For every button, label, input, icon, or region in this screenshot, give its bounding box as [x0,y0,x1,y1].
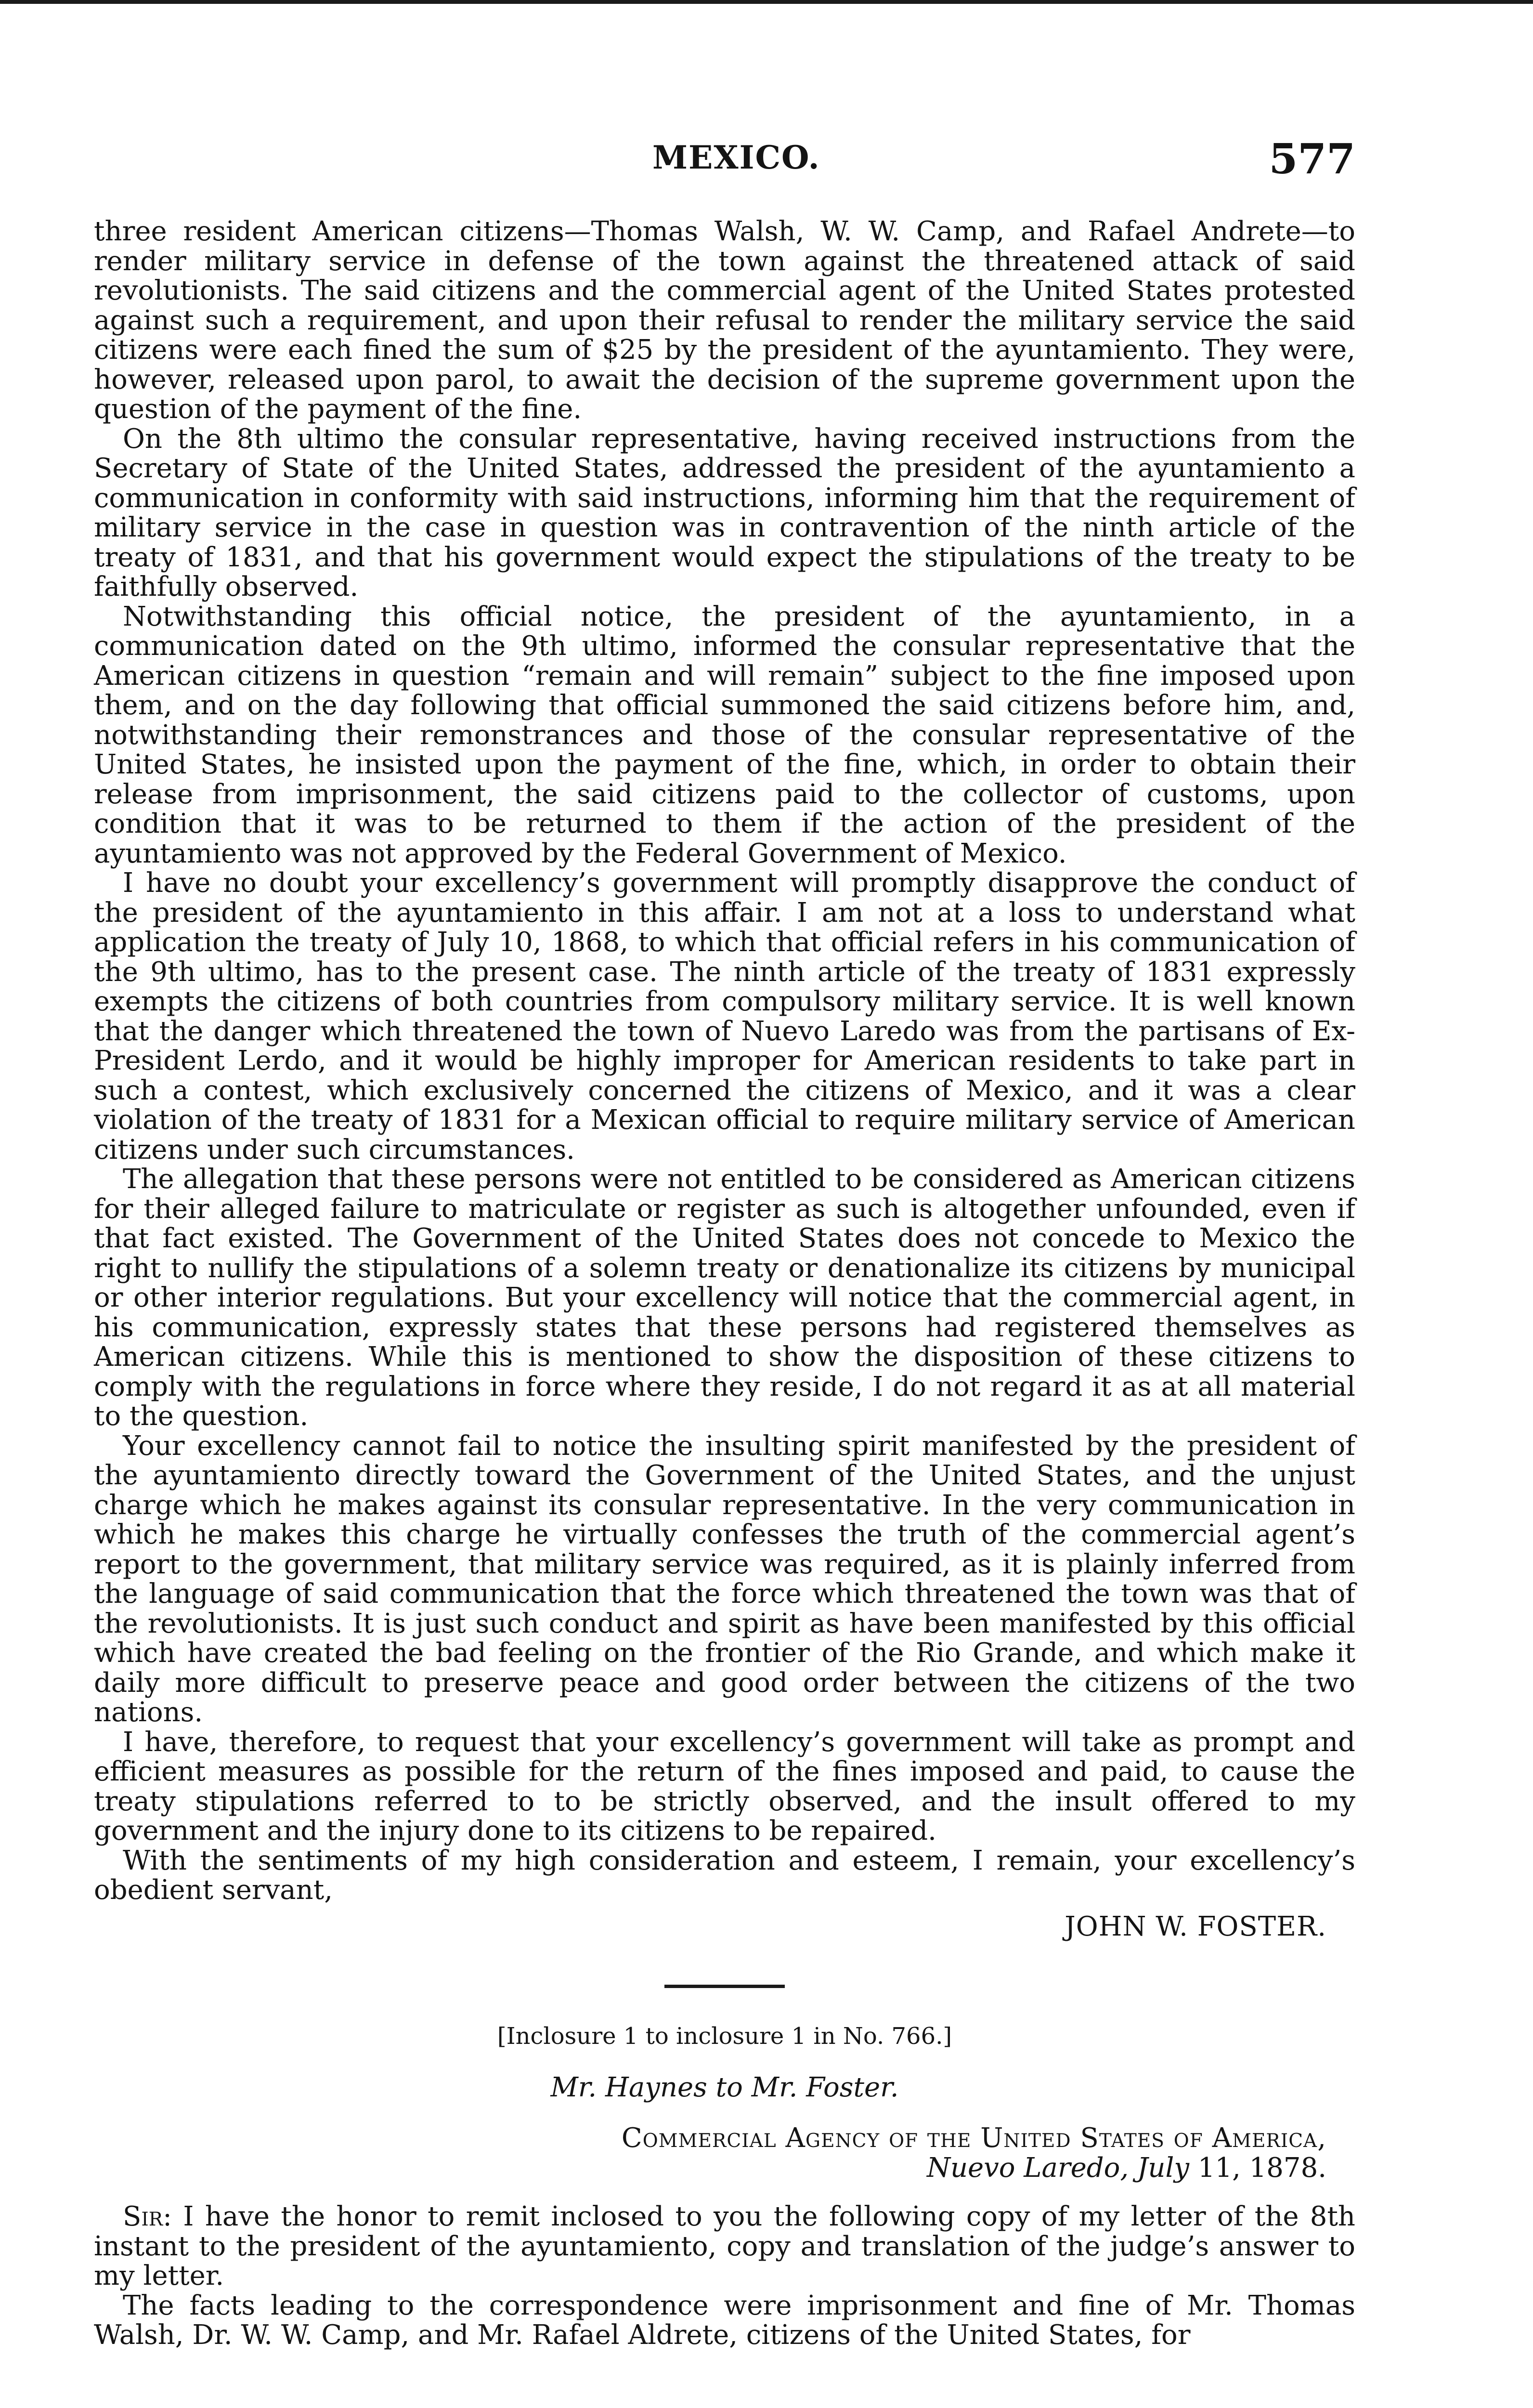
paragraph-notwithstanding: Notwithstanding this official notice, the president of the ayuntamiento, in a communication dated on the 9th ultimo, informed the consular representative that the American citizens in question “remain and will remain” subject to the fine imposed upon them, and on the day following that official summoned the said citizens before him, and, notwithstanding their remonstrances and those of the consular representative of the United States, he insisted upon the payment of the fine, which, in order to obtain their release from imprisonment, the said citizens paid to the collector of customs, upon condition that it was to be returned to them if the action of the president of the ayuntamiento was not approved by the Federal Government of Mexico. [94,601,1355,869]
sender-agency: Commercial Agency of the United States of America, [621,2122,1326,2154]
page-number: 577 [1269,135,1355,183]
paragraph-allegation: The allegation that these persons were not entitled to be considered as American citizens for their alleged failure to matriculate or register as such is altogether unfounded, even if that fact existed. The Government of the United States does not concede to Mexico the right to nullify the stipulations of a solemn treaty or denationalize its citizens by municipal or other interior regulations. But your excellency will notice that the commercial agent, in his communication, expressly states that these persons had registered themselves as American citizens. While this is mentioned to show the disposition of these citizens to comply with the regulations in force where they reside, I do not regard it as at all material to the question. [94,1164,1355,1432]
paragraph-insulting-spirit: Your excellency cannot fail to notice the insulting spirit manifested by the president of the ayuntamiento directly toward the Government of the United States, and the unjust charge which he makes against its consular representative. In the very communication in which he makes this charge he virtually confesses the truth of the commercial agent’s report to the government, that military service was required, as it is plainly inferred from the language of said communication that the force which threatened the town was that of the revolutionists. It is just such conduct and spirit as have been manifested by this official which have created the bad feeling on the frontier of the Rio Grande, and which make it daily more difficult to preserve peace and good order between the citizens of the two nations. [94,1430,1355,1728]
signature-foster: JOHN W. FOSTER. [1065,1911,1326,1942]
enclosure-note: [Inclosure 1 to inclosure 1 in No. 766.] [497,2023,952,2050]
paragraph-no-doubt: I have no doubt your excellency’s government will promptly disapprove the conduct of the president of the ayuntamiento in this affair. I am not at a loss to understand what application the treaty of July 10, 1868, to which that official refers in his communication of the 9th ultimo, has to the present case. The ninth article of the treaty of 1831 expressly exempts the citizens of both countries from compulsory military service. It is well known that the danger which threatened the town of Nuevo Laredo was from the partisans of Ex-President Lerdo, and it would be highly improper for American residents to take part in such a contest, which exclusively concerned the citizens of Mexico, and it was a clear violation of the treaty of 1831 for a Mexican official to require military service of American citizens under such circumstances. [94,867,1355,1165]
paragraph-facts: The facts leading to the correspondence were imprisonment and fine of Mr. Thomas Walsh, Dr. W. W. Camp, and Mr. Rafael Aldrete, citizens of the United States, for [94,2290,1355,2351]
sender-place-date [94,2153,1355,2183]
letter-title: Mr. Haynes to Mr. Foster. [550,2071,899,2103]
section-divider [664,1985,785,1988]
closing-line: With the sentiments of my high consideration and esteem, I remain, your excellency’s obedient servant, [94,1845,1355,1906]
top-border-rule [0,0,1533,4]
sender-date: 11, 1878. [1189,2152,1326,2184]
sender-place: Nuevo Laredo, July [926,2152,1190,2184]
document-body [94,217,1355,2350]
salutation: Sir: [123,2201,172,2232]
paragraph-continued: three resident American citizens—Thomas Walsh, W. W. Camp, and Rafael Andrete—to render military service in defense of the town against the threatened attack of said revolutionists. The said citizens and the commercial agent of the United States protested against such a requirement, and upon their refusal to render the military service the said citizens were each fined the sum of $25 by the president of the ayuntamiento. They were, however, released upon parol, to await the decision of the supreme government upon the question of the payment of the fine. [94,216,1355,425]
paragraph-sir [94,2202,1355,2291]
page-header [94,135,1355,183]
paragraph-request: I have, therefore, to request that your excellency’s government will take as prompt and efficient measures as possible for the return of the fines imposed and paid, to cause the treaty stipulations referred to to be strictly observed, and the insult offered to my government and the injury done to its citizens to be repaired. [94,1726,1355,1846]
paragraph-sir-text: I have the honor to remit inclosed to you the following copy of my letter of the 8th instant to the president of the ayuntamiento, copy and translation of the judge’s answer to my letter. [94,2201,1355,2291]
paragraph-consular-instructions: On the 8th ultimo the consular representative, having received instructions from the Secretary of State of the United States, addressed the president of the ayuntamiento a communication in conformity with said instructions, informing him that the requirement of military service in the case in question was in contravention of the ninth article of the treaty of 1831, and that his government would expect the stipulations of the treaty to be faithfully observed. [94,423,1355,602]
running-title: MEXICO. [652,139,820,176]
